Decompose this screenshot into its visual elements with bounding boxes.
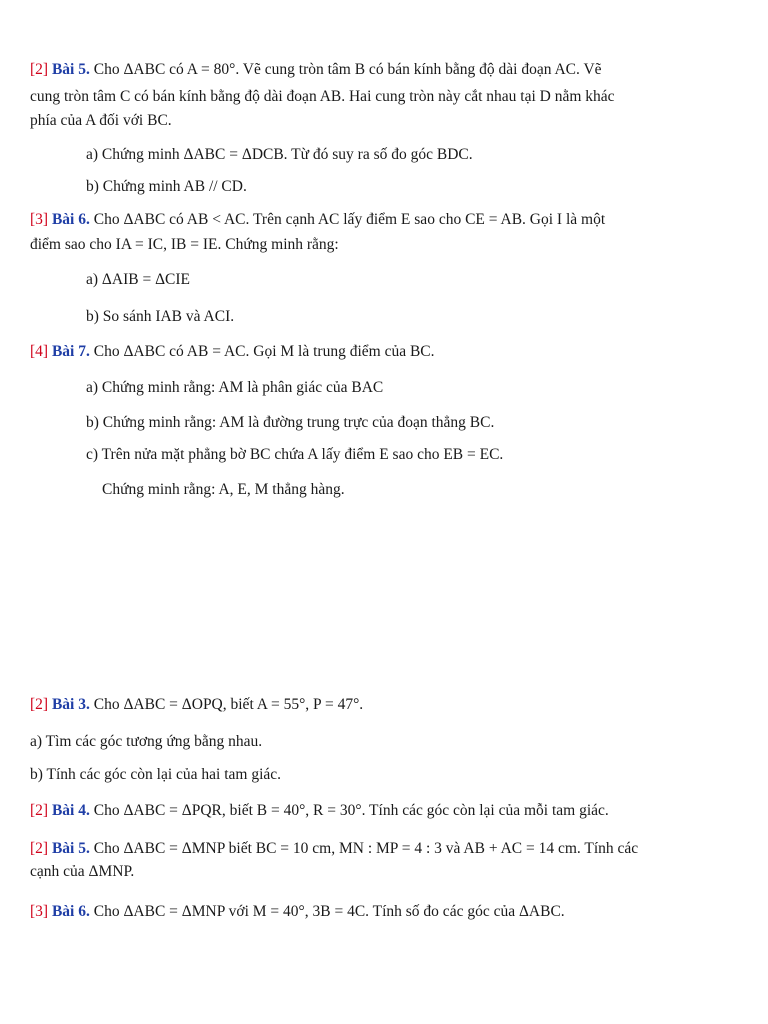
exercise-title: Bài 5. [51,61,90,78]
bai5b-line1 [30,839,638,859]
bai5a-part-a: a) Chứng minh ΔABC = ΔDCB. Từ đó suy ra số đo góc BDC. [86,146,473,163]
level-label: [2] [30,696,49,713]
bai7-line1 [30,342,435,362]
level-label: [2] [30,802,49,819]
bai3-part-a: a) Tìm các góc tương ứng bằng nhau. [30,733,263,750]
exercise-text: Cho ΔABC = ΔMNP với M = 40°, 3B = 4C. Tính số đo các góc của ΔABC. [89,903,565,920]
exercise-title: Bài 7. [51,343,90,360]
bai4-line1 [30,801,609,821]
exercise-title: Bài 5. [51,840,90,857]
exercise-title: Bài 4. [51,802,90,819]
bai7-part-c-line2: Chứng minh rằng: A, E, M thẳng hàng. [102,481,345,498]
level-label: [4] [30,343,49,360]
bai5a-line1 [30,60,602,80]
bai7-part-b: b) Chứng minh rằng: AM là đường trung trực của đoạn thẳng BC. [86,414,495,431]
bai3-part-b: b) Tính các góc còn lại của hai tam giác. [30,766,282,783]
exercise-title: Bài 6. [51,211,90,228]
bai6a-line1 [30,210,605,230]
exercise-text: Cho ΔABC có AB = AC. Gọi M là trung điểm của BC. [89,343,435,360]
exercise-text: Cho ΔABC có AB < AC. Trên cạnh AC lấy điểm E sao cho CE = AB. Gọi I là một [89,211,606,228]
bai6a-part-b: b) So sánh IAB và ACI. [86,308,235,325]
level-label: [2] [30,61,49,78]
bai5a-part-b: b) Chứng minh AB // CD. [86,178,247,195]
exercise-title: Bài 3. [51,696,90,713]
exercise-text: Cho ΔABC có A = 80°. Vẽ cung tròn tâm B có bán kính bằng độ dài đoạn AC. Vẽ [89,61,602,78]
level-label: [2] [30,840,49,857]
exercise-text: Cho ΔABC = ΔPQR, biết B = 40°, R = 30°. Tính các góc còn lại của mỗi tam giác. [89,802,609,819]
exercise-title: Bài 6. [51,903,90,920]
exercise-text: Cho ΔABC = ΔMNP biết BC = 10 cm, MN : MP = 4 : 3 và AB + AC = 14 cm. Tính các [89,840,639,857]
level-label: [3] [30,903,49,920]
bai5a-line3: phía của A đối với BC. [30,112,172,129]
bai7-part-c: c) Trên nửa mặt phẳng bờ BC chứa A lấy điểm E sao cho EB = EC. [86,446,504,463]
level-label: [3] [30,211,49,228]
bai6a-line2: điểm sao cho IA = IC, IB = IE. Chứng minh rằng: [30,236,339,253]
exercise-text: Cho ΔABC = ΔOPQ, biết A = 55°, P = 47°. [89,696,364,713]
bai5b-line2: cạnh của ΔMNP. [30,863,135,880]
bai6a-part-a: a) ΔAIB = ΔCIE [86,271,191,288]
bai6b-line1 [30,902,565,922]
bai7-part-a: a) Chứng minh rằng: AM là phân giác của BAC [86,379,384,396]
bai5a-line2: cung tròn tâm C có bán kính bằng độ dài đoạn AB. Hai cung tròn này cắt nhau tại D nằm khác [30,88,615,105]
bai3-line1 [30,695,363,715]
